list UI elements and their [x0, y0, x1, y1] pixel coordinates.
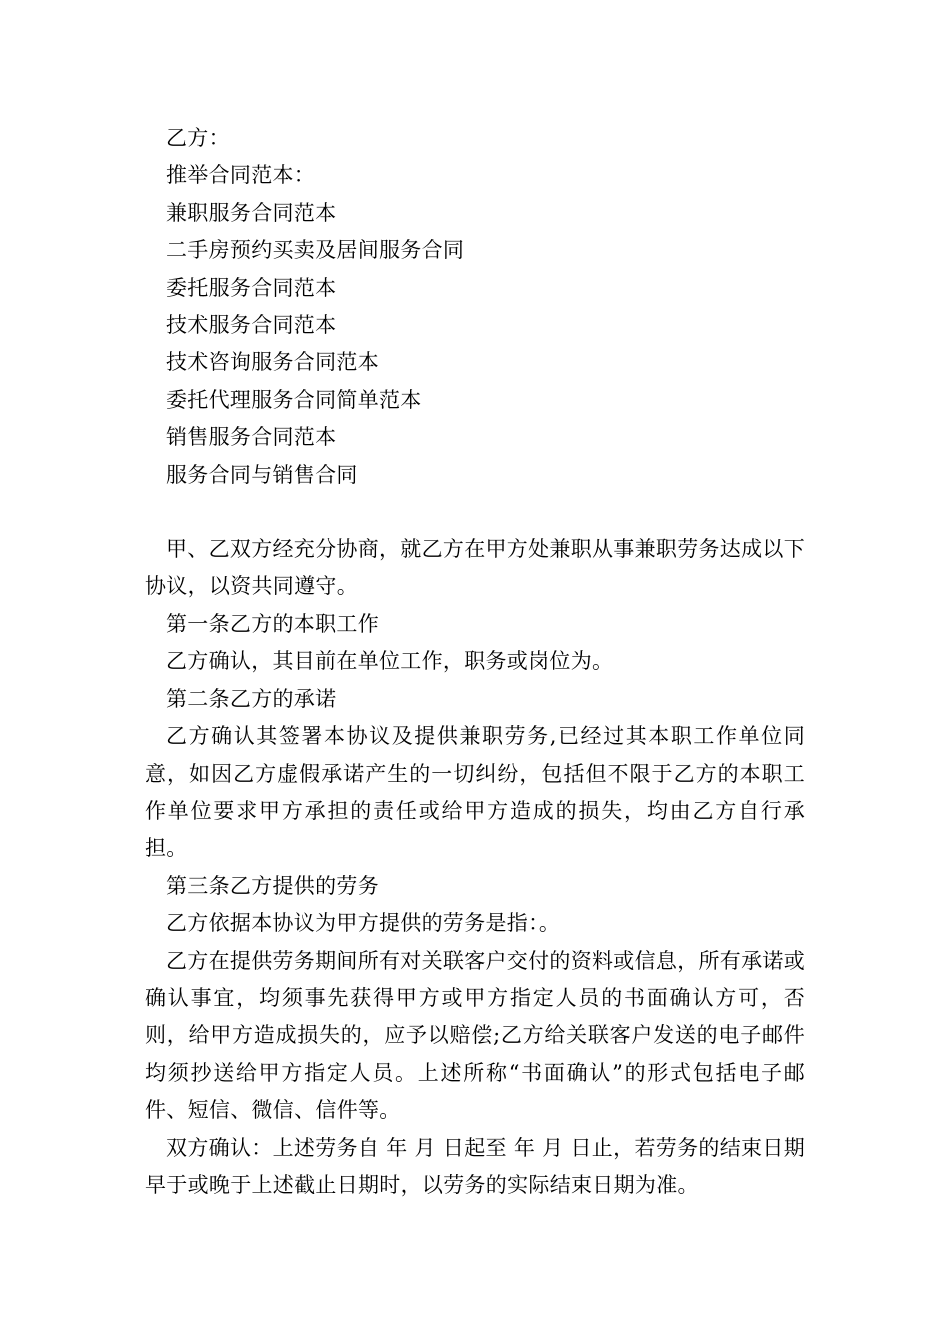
article-1-text: 乙方确认，其目前在单位工作，职务或岗位为。: [166, 649, 614, 674]
recommend-link-1[interactable]: 兼职服务合同范本: [166, 200, 337, 225]
article-3-title: 第三条乙方提供的劳务: [166, 873, 379, 898]
article-3-text-3: 双方确认：上述劳务自 年 月 日起至 年 月 日止，若劳务的结束日期早于或晚于上述截止日期时，以劳务的实际结束日期为准。: [145, 1135, 805, 1197]
article-1-title: 第一条乙方的本职工作: [166, 611, 379, 636]
recommend-link-3[interactable]: 委托服务合同范本: [166, 275, 337, 300]
party-b-label: 乙方：: [166, 126, 230, 150]
recommend-link-4[interactable]: 技术服务合同范本: [166, 313, 337, 338]
intro-paragraph: 甲、乙双方经充分协商，就乙方在甲方处兼职从事兼职劳务达成以下协议，以资共同遵守。: [145, 537, 805, 599]
recommend-link-8[interactable]: 服务合同与销售合同: [166, 462, 358, 487]
article-3-text-2: 乙方在提供劳务期间所有对关联客户交付的资料或信息，所有承诺或确认事宜，均须事先获得甲方或甲方指定人员的书面确认方可，否则，给甲方造成损失的，应予以赔偿;乙方给关联客户发送的电子邮件均须抄送给甲方指定人员。上述所称“书面确认”的形式包括电子邮件、短信、微信、信件等。: [145, 948, 805, 1123]
section-spacer: [145, 494, 805, 531]
recommend-link-7[interactable]: 销售服务合同范本: [166, 425, 337, 450]
article-3-text-1: 乙方依据本协议为甲方提供的劳务是指：。: [166, 911, 561, 936]
recommend-link-5[interactable]: 技术咨询服务合同范本: [166, 350, 379, 375]
recommend-link-2[interactable]: 二手房预约买卖及居间服务合同: [166, 238, 465, 263]
article-2-title: 第二条乙方的承诺: [166, 686, 337, 711]
article-2-text: 乙方确认其签署本协议及提供兼职劳务,已经过其本职工作单位同意，如因乙方虚假承诺产生的一切纠纷，包括但不限于乙方的本职工作单位要求甲方承担的责任或给甲方造成的损失，均由乙方自行承担。: [145, 724, 805, 861]
document-content: [145, 120, 805, 1204]
recommend-title: 推举合同范本：: [166, 163, 316, 188]
recommend-link-6[interactable]: 委托代理服务合同简单范本: [166, 387, 422, 412]
